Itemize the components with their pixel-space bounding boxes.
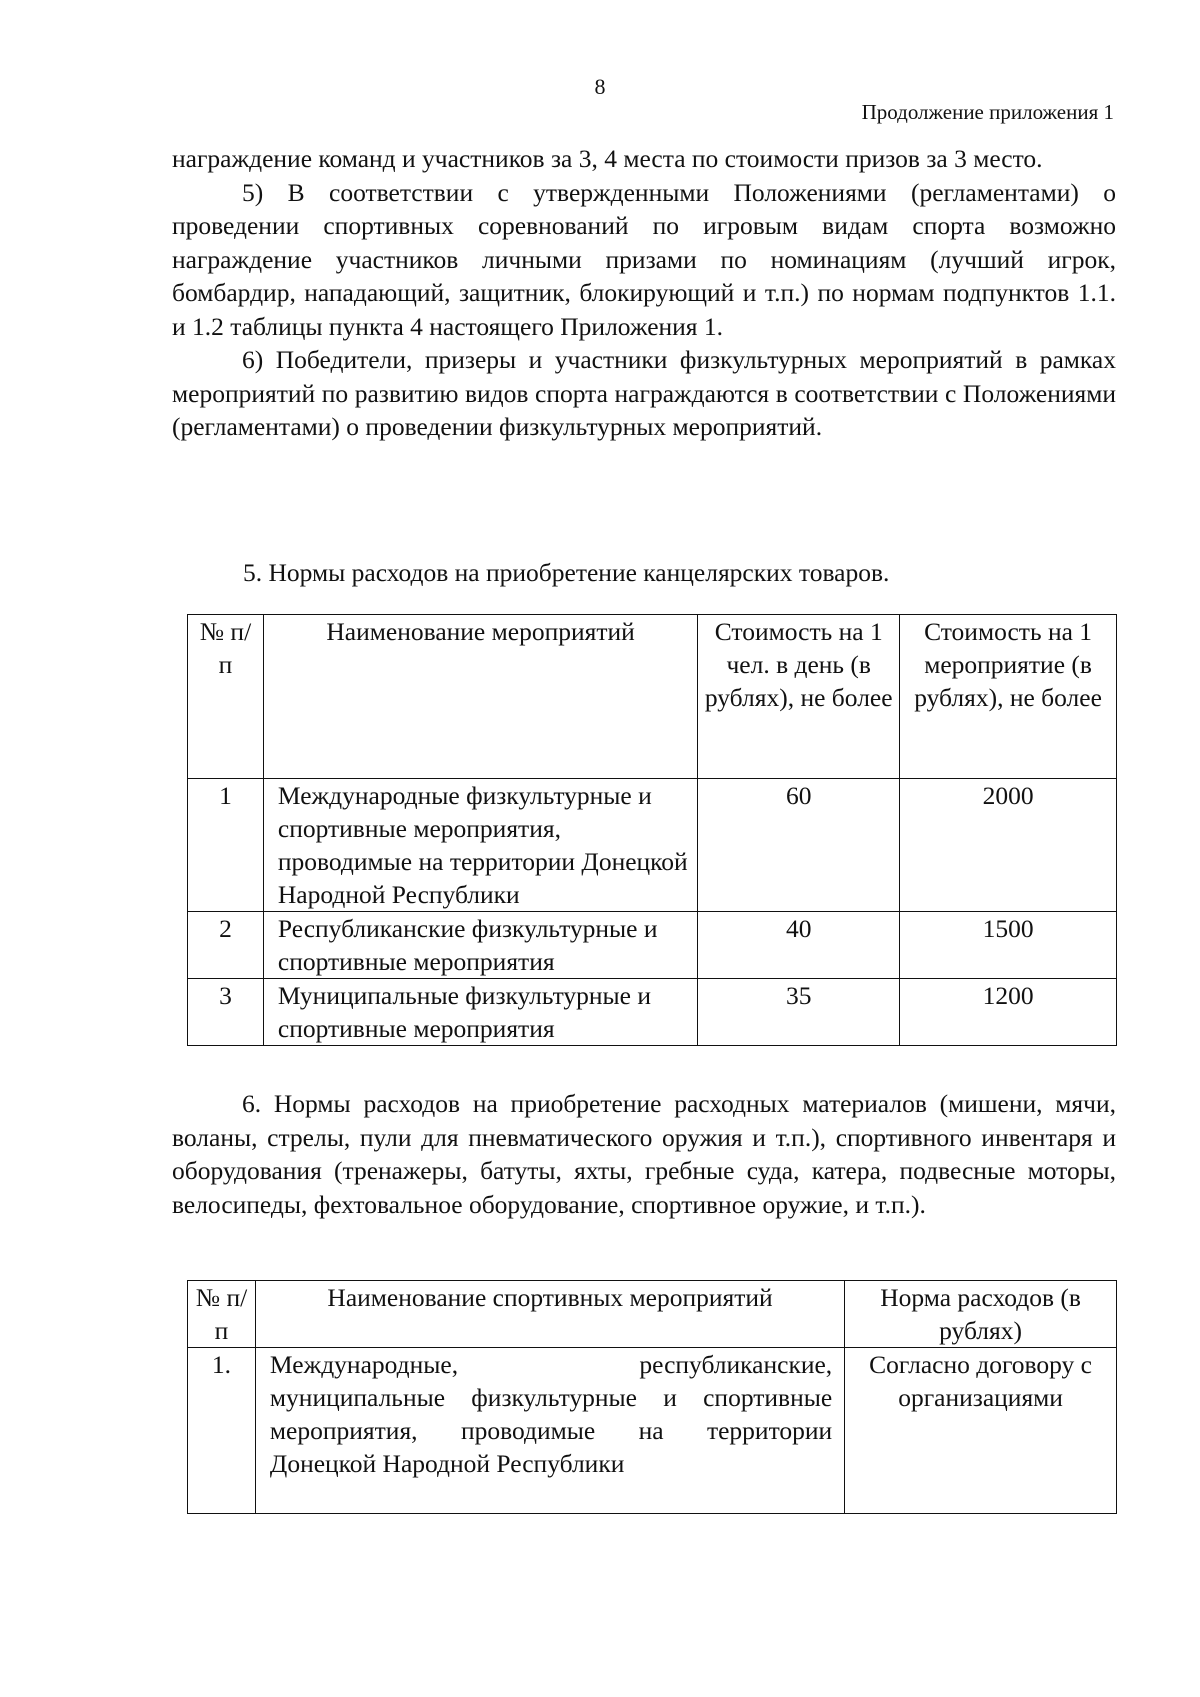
section-6-heading: 6. Нормы расходов на приобретение расходных материалов (мишени, мячи, воланы, стрелы, пули для пневматического оружия и т.п.), спортивного инвентаря и оборудования (тренажеры, батуты, яхты, гребные суда, катера, подвесные моторы, велосипеды, фехтовальное оборудование, спортивное оружие, и т.п.). [172,1089,1116,1219]
row-cost-per-person: 35 [698,979,900,1046]
stationery-norms-table [187,614,1117,1046]
row-norm: Согласно договору с организациями [845,1348,1117,1514]
row-event-name: Международные, республиканские, муниципальные физкультурные и спортивные мероприятия, проводимые на территории Донецкой Народной Республики [255,1348,844,1514]
row-event-name: Республиканские физкультурные и спортивные мероприятия [263,912,697,979]
row-number: 2 [188,912,264,979]
appendix-note: Продолжение приложения 1 [861,100,1114,124]
section-5-heading: 5. Нормы расходов на приобретение канцелярских товаров. [243,558,890,587]
row-cost-per-event: 2000 [900,779,1117,912]
table-row [188,979,1117,1046]
table-row [188,1348,1117,1514]
table-header-row [188,1281,1117,1348]
table-row [188,779,1117,912]
column-header-cost-per-event: Стоимость на 1 мероприятие (в рублях), не более [900,615,1117,779]
paragraph-continuation: награждение команд и участников за 3, 4 места по стоимости призов за 3 место. [172,144,1043,173]
paragraph-5: 5) В соответствии с утвержденными Положениями (регламентами) о проведении спортивных соревнований по игровым видам спорта возможно награждение участников личными призами по номинациям (лучший игрок, бомбардир, нападающий, защитник, блокирующий и т.п.) по нормам подпунктов 1.1. и 1.2 таблицы пункта 4 настоящего Приложения 1. [172,177,1116,341]
row-number: 1. [188,1348,256,1514]
table-row [188,912,1117,979]
equipment-norms-table [187,1280,1117,1514]
row-event-name: Международные физкультурные и спортивные мероприятия, проводимые на территории Донецкой Народной Республики [263,779,697,912]
row-event-name: Муниципальные физкультурные и спортивные мероприятия [263,979,697,1046]
table-header-row [188,615,1117,779]
column-header-event-name: Наименование спортивных мероприятий [255,1281,844,1348]
row-cost-per-event: 1200 [900,979,1117,1046]
page-number: 8 [594,74,606,99]
column-header-number: № п/п [188,615,264,779]
column-header-event-name: Наименование мероприятий [263,615,697,779]
column-header-number: № п/п [188,1281,256,1348]
row-cost-per-event: 1500 [900,912,1117,979]
row-number: 1 [188,779,264,912]
column-header-norm: Норма расходов (в рублях) [845,1281,1117,1348]
column-header-cost-per-person: Стоимость на 1 чел. в день (в рублях), не более [698,615,900,779]
row-number: 3 [188,979,264,1046]
row-cost-per-person: 40 [698,912,900,979]
paragraph-6: 6) Победители, призеры и участники физкультурных мероприятий в рамках мероприятий по развитию видов спорта награждаются в соответствии с Положениями (регламентами) о проведении физкультурных мероприятий. [172,345,1116,441]
body-text [172,142,1116,444]
row-cost-per-person: 60 [698,779,900,912]
